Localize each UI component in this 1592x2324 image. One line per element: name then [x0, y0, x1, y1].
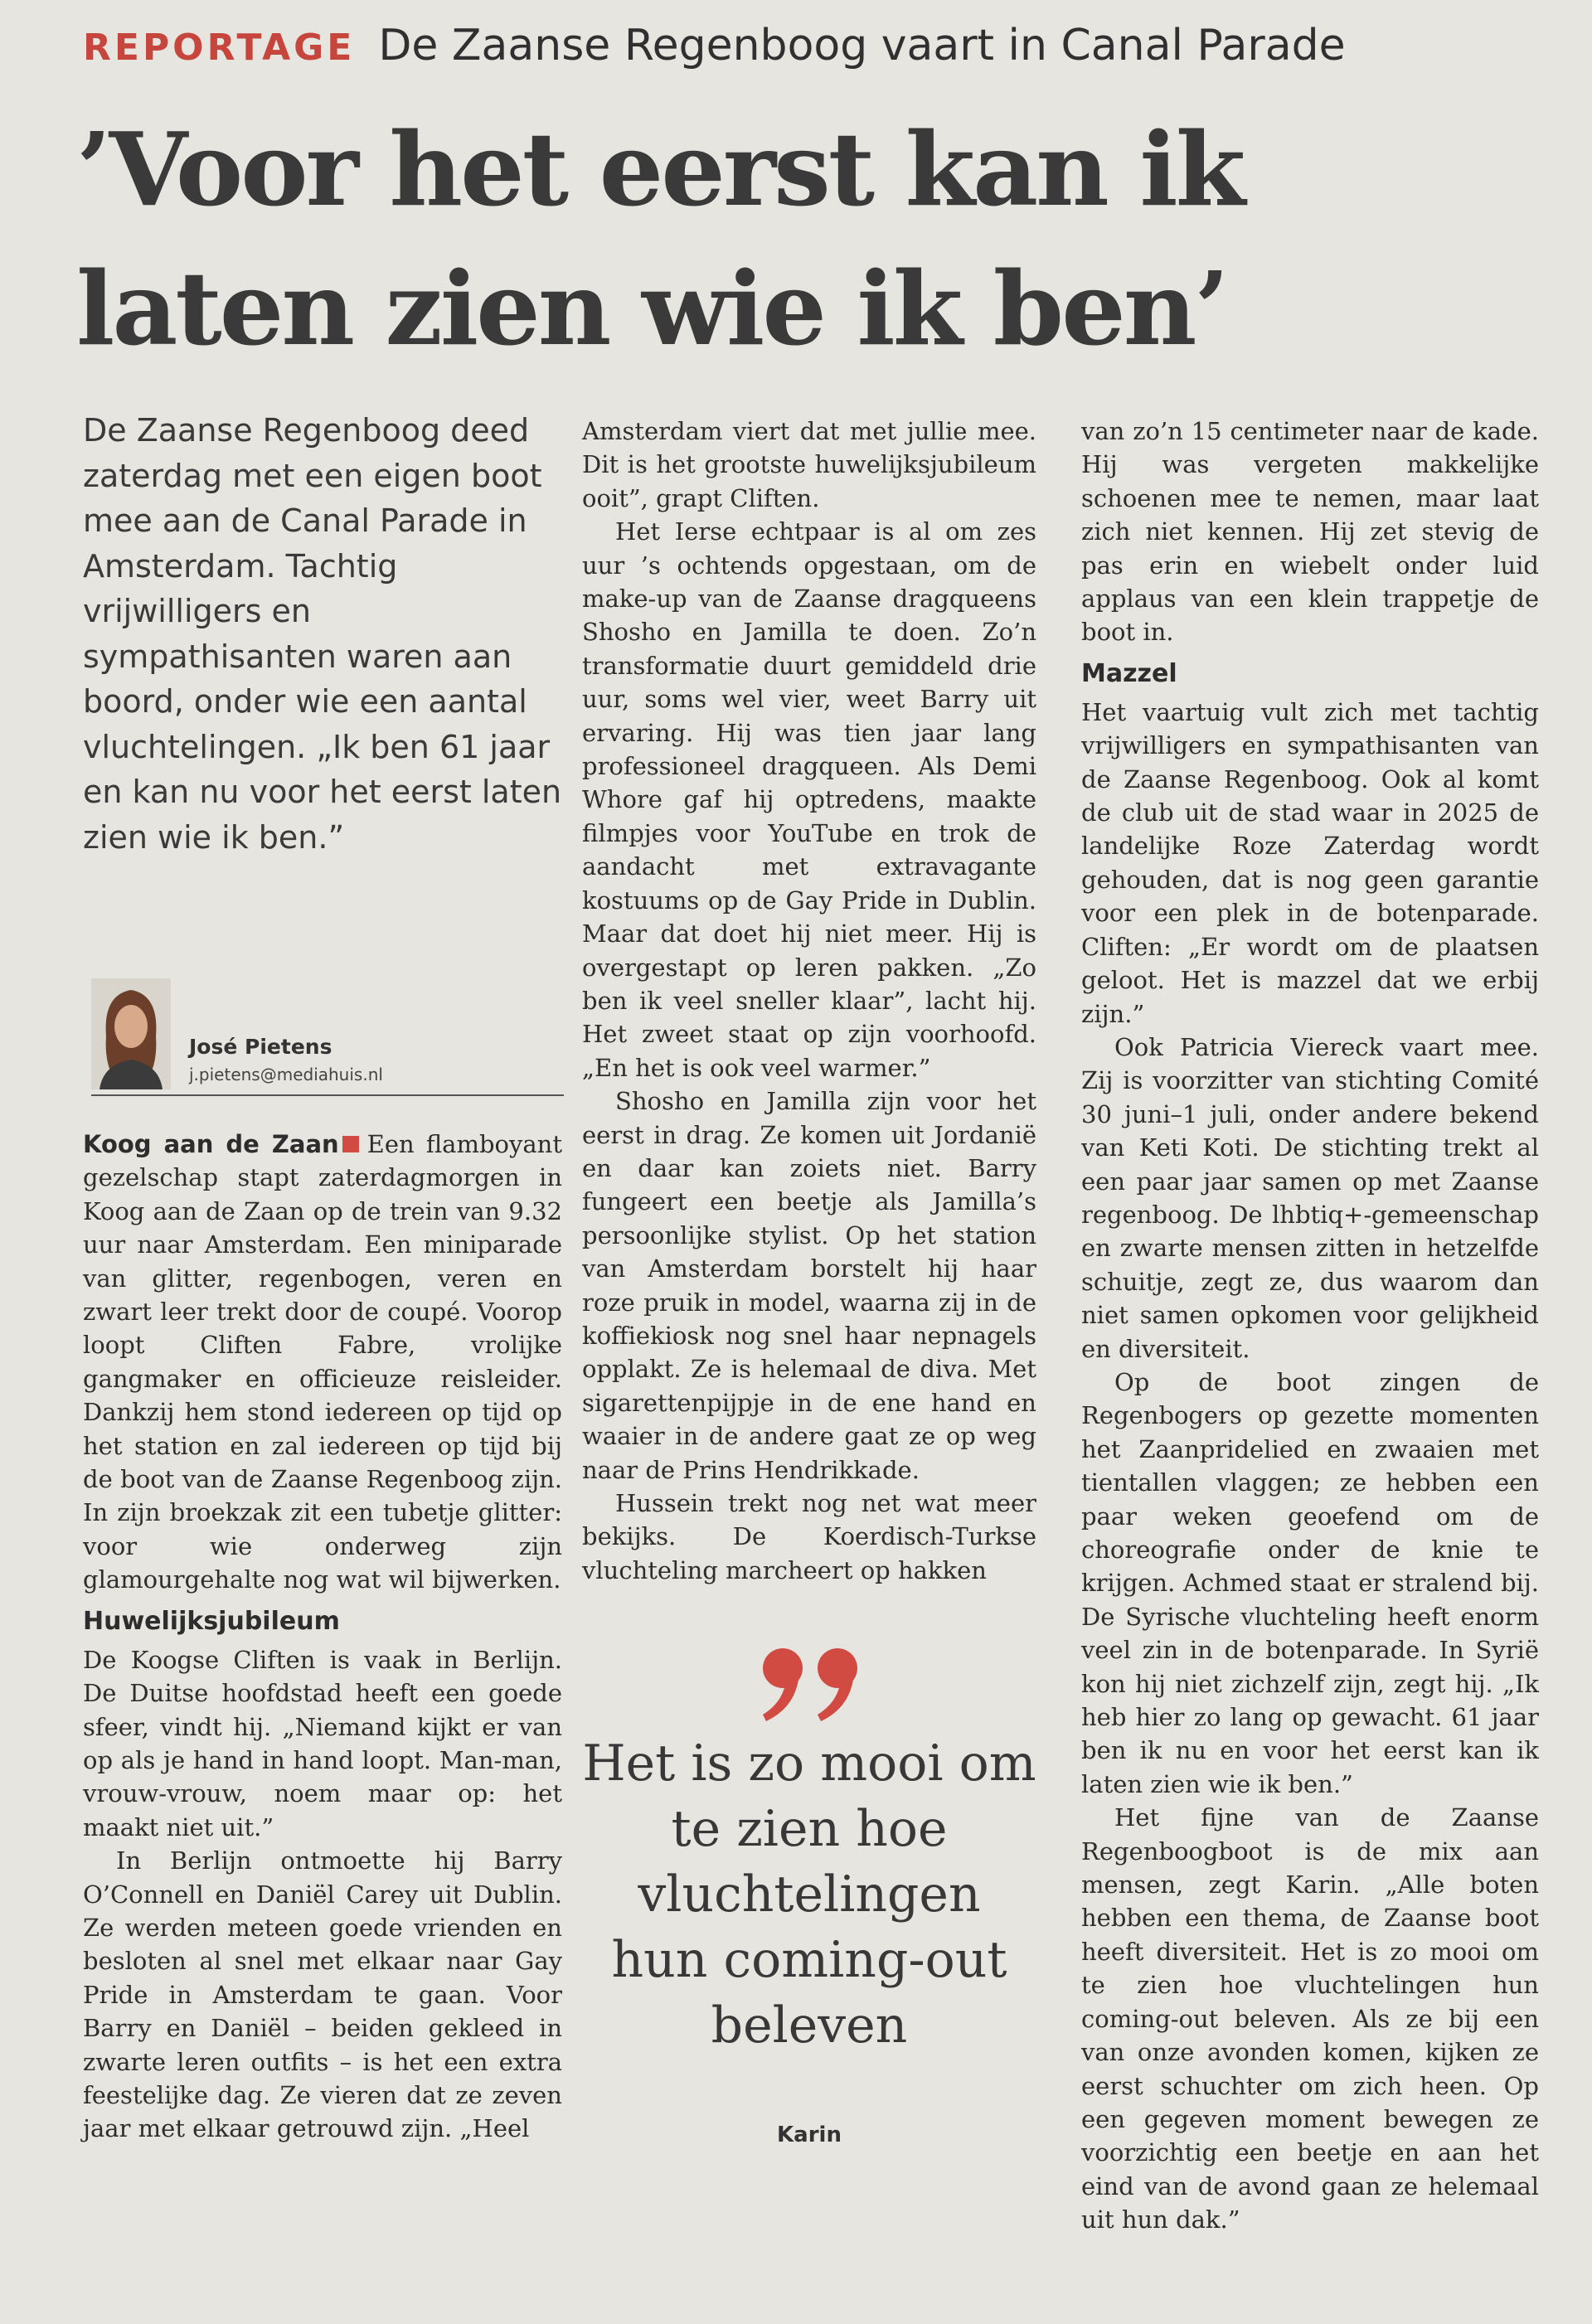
headline-line-1: ’Voor het eerst kan ik: [76, 109, 1244, 229]
paragraph: Het fijne van de Zaanse Regenboogboot is de mix aan mensen, zegt Karin. „Alle boten hebben een thema, de Zaanse boot heeft diversiteit. Het is zo mooi om te zien hoe vluchtelingen hun coming-out beleven. Als ze bij een van onze avonden komen, kijken ze eerst schuchter om zich heen. Op een gegeven moment bewegen ze voorzichtig een beetje en aan het eind van de avond gaan ze helemaal uit hun dak.”: [1081, 1803, 1539, 2234]
square-marker-icon: [342, 1136, 359, 1152]
quote-text: Het is zo mooi om te zien hoe vluchtelingen hun coming-out beleven: [582, 1735, 1036, 2055]
paragraph: Shosho en Jamilla zijn voor het eerst in drag. Ze komen uit Jordanië en daar kan zoiets niet. Barry fungeert een beetje als Jamilla’s persoonlijke stylist. Op het station van Amsterdam borstelt hij haar roze pruik in model, waarna zij in de koffiekiosk nog snel haar nepnagels opplakt. Ze is helemaal de diva. Met sigarettenpijpje in de ene hand en waaier in de andere gaat ze op weg naar de Prins Hendrikkade.: [582, 1087, 1036, 1484]
byline: [91, 975, 564, 1096]
paragraph-text: Een flamboyant gezelschap stapt zaterdagmorgen in Koog aan de Zaan op de trein van 9.32 uur naar Amsterdam. Een miniparade van glitter, regenbogen, veren en zwart leer trekt door de coupé. Voorop loopt Cliften Fabre, vrolijke gangmaker en officieuze reisleider. Dankzij hem stond iedereen op tijd op het station en zal iedereen op tijd bij de boot van de Zaanse Regenboog zijn. In zijn broekzak zit een tubetje glitter: voor wie onderweg zijn glamourgehalte nog wat wil bijwerken.: [83, 1130, 562, 1594]
author-name: José Pietens: [189, 1035, 332, 1059]
article-column-3: [1081, 415, 1539, 2237]
paragraph: Het vaartuig vult zich met tachtig vrijwilligers en sympathisanten van de Zaanse Regenboog. Ook al komt de club uit de stad waar in 2025 de landelijke Roze Zaterdag wordt gehouden, dat is nog geen garantie voor een plek in de botenparade. Cliften: „Er wordt om de plaatsen geloot. Het is mazzel dat we erbij zijn.”: [1081, 697, 1539, 1028]
paragraph: Op de boot zingen de Regenbogers op gezette momenten het Zaanpridelied en zwaaien met tientallen vlaggen; ze hebben een paar weken geoefend om de choreografie onder de knie te krijgen. Achmed staat er stralend bij. De Syrische vluchteling heeft enorm veel zin in de botenparade. In Syrië kon hij niet zichzelf zijn, zegt hij. „Ik heb hier zo lang op gewacht. 61 jaar ben ik nu en voor het eerst kan ik laten zien wie ik ben.”: [1081, 1367, 1539, 1798]
article-intro: De Zaanse Regenboog deed zaterdag met een eigen boot mee aan de Canal Parade in Amsterdam. Tachtig vrijwilligers en sympathisanten waren aan boord, onder wie een aantal vluchtelingen. „Ik ben 61 jaar en kan nu voor het eerst laten zien wie ik ben.”: [83, 412, 562, 856]
kicker-line: [83, 10, 1575, 91]
headline-line-2: laten zien wie ik ben’: [76, 249, 1227, 368]
paragraph: In Berlijn ontmoette hij Barry O’Connell en Daniël Carey uit Dublin. Ze werden meteen goede vrienden en besloten al snel met elkaar naar Gay Pride in Amsterdam te gaan. Voor Barry en Daniël – beiden gekleed in zwarte leren outfits – is het een extra feestelijke dag. Ze vieren dat ze zeven jaar met elkaar getrouwd zijn. „Heel: [83, 1846, 562, 2143]
paragraph: van zo’n 15 centimeter naar de kade. Hij was vergeten makkelijke schoenen mee te nemen, maar laat zich niet kennen. Hij zet stevig de pas erin en wiebelt onder luid applaus van een klein trappetje de boot in.: [1081, 417, 1539, 647]
paragraph: Amsterdam viert dat met jullie mee. Dit is het grootste huwelijksjubileum ooit”, grapt Cliften.: [582, 417, 1036, 512]
quote-mark-icon: [748, 1642, 872, 1725]
author-email: j.pietens@mediahuis.nl: [189, 1065, 383, 1084]
paragraph: Het Ierse echtpaar is al om zes uur ’s ochtends opgestaan, om de make-up van de Zaanse dragqueens Shosho en Jamilla te doen. Zo’n transformatie duurt gemiddeld drie uur, soms wel vier, weet Barry uit ervaring. Hij was tien jaar lang professioneel dragqueen. Als Demi Whore gaf hij optredens, maakte filmpjes voor YouTube en trok de aandacht met extravagante kostuums op de Gay Pride in Dublin. Maar dat doet hij niet meer. Hij is overgestapt op leren pakken. „Zo ben ik veel sneller klaar”, lacht hij. Het zweet staat op zijn voorhoofd. „En het is ook veel warmer.”: [582, 517, 1036, 1082]
author-photo: [91, 978, 171, 1089]
article-headline: [76, 99, 1569, 378]
paragraph: Ook Patricia Viereck vaart mee. Zij is voorzitter van stichting Comité 30 juni–1 juli, onder andere bekend van Keti Koti. De stichting trekt al een paar jaar samen op met Zaanse regenboog. De lhbtiq+-gemeenschap en zwarte mensen zitten in hetzelfde schuitje, zegt ze, dus waarom dan niet samen opkomen voor gelijkheid en diversiteit.: [1081, 1032, 1539, 1363]
section-kicker: REPORTAGE: [83, 27, 356, 69]
paragraph: De Koogse Cliften is vaak in Berlijn. De Duitse hoofdstad heeft een goede sfeer, vindt hij. „Niemand kijkt er van op als je hand in hand loopt. Man-man, vrouw-vrouw, noem maar op: het maakt niet uit.”: [83, 1645, 562, 1841]
quote-attribution: Karin: [777, 2123, 842, 2147]
article-column-2: [582, 415, 1036, 1587]
subheading-huwelijksjubileum: Huwelijksjubileum: [83, 1606, 340, 1636]
article-column-1: [83, 1128, 562, 2146]
subheading-mazzel: Mazzel: [1081, 658, 1177, 688]
opening-paragraph: [83, 1128, 562, 1597]
paragraph: Hussein trekt nog net wat meer bekijks. De Koerdisch-Turkse vluchteling marcheert op hakken: [582, 1489, 1036, 1584]
article-subtitle: De Zaanse Regenboog vaart in Canal Parade: [378, 21, 1346, 70]
pull-quote: [582, 1642, 1036, 2156]
dateline: Koog aan de Zaan: [83, 1130, 339, 1158]
